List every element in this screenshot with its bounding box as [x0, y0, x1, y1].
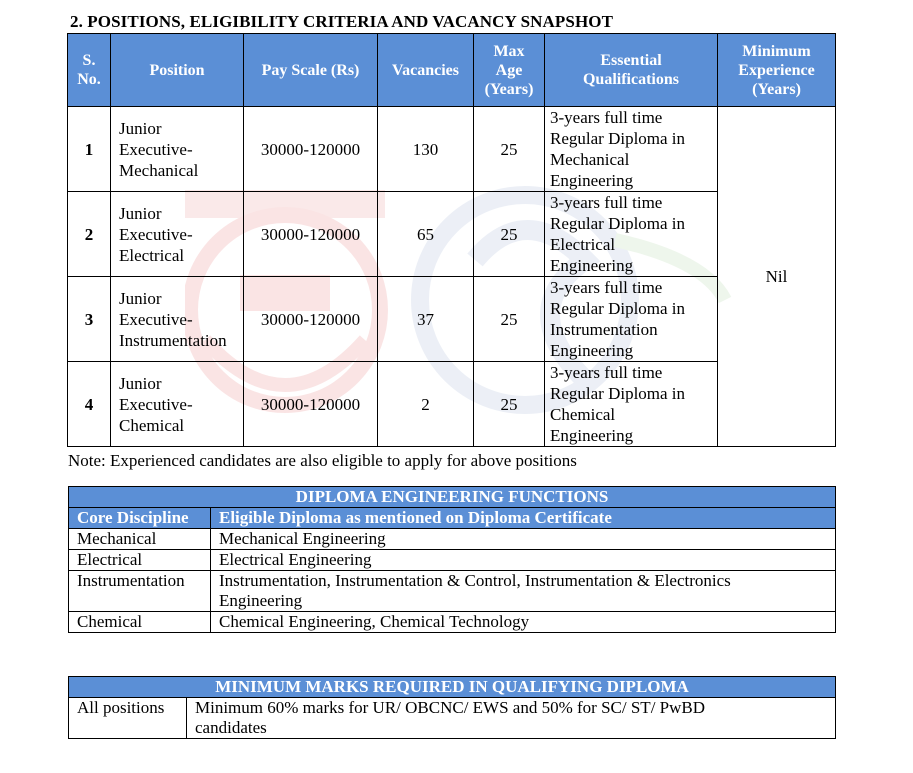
header-experience: Minimum Experience (Years)	[718, 34, 836, 107]
table-row	[69, 550, 836, 571]
row-sno: 1	[68, 107, 111, 192]
section-heading: 2. POSITIONS, ELIGIBILITY CRITERIA AND VACANCY SNAPSHOT	[70, 12, 614, 31]
row-max-age: 25	[474, 362, 545, 447]
table-row	[69, 698, 836, 739]
row-pay-scale: 30000-120000	[244, 107, 378, 192]
row-vacancies: 65	[378, 192, 474, 277]
row-pay-scale: 30000-120000	[244, 192, 378, 277]
marks-value: Minimum 60% marks for UR/ OBCNC/ EWS and 50% for SC/ ST/ PwBD candidates	[187, 698, 836, 739]
table-row	[68, 107, 836, 192]
header-qualifications: Essential Qualifications	[545, 34, 718, 107]
header-vacancies: Vacancies	[378, 34, 474, 107]
table-row	[69, 529, 836, 550]
diploma-functions-table	[68, 486, 836, 633]
diploma-cell: Electrical Engineering	[211, 550, 836, 571]
minimum-marks-table	[68, 676, 836, 739]
row-vacancies: 2	[378, 362, 474, 447]
row-max-age: 25	[474, 277, 545, 362]
experience-value: Nil	[718, 107, 836, 447]
row-max-age: 25	[474, 107, 545, 192]
row-qualification: 3-years full time Regular Diploma in Mechanical Engineering	[545, 107, 718, 192]
row-position: Junior Executive- Mechanical	[111, 107, 244, 192]
note-text: Note: Experienced candidates are also eligible to apply for above positions	[68, 451, 577, 470]
positions-table	[67, 33, 836, 447]
discipline-cell: Chemical	[69, 612, 211, 633]
row-sno: 4	[68, 362, 111, 447]
row-qualification: 3-years full time Regular Diploma in Electrical Engineering	[545, 192, 718, 277]
row-position: Junior Executive- Chemical	[111, 362, 244, 447]
marks-label: All positions	[69, 698, 187, 739]
row-pay-scale: 30000-120000	[244, 362, 378, 447]
header-sno: S. No.	[68, 34, 111, 107]
diploma-cell: Mechanical Engineering	[211, 529, 836, 550]
row-vacancies: 37	[378, 277, 474, 362]
row-position: Junior Executive- Electrical	[111, 192, 244, 277]
discipline-cell: Instrumentation	[69, 571, 211, 612]
positions-header-row	[68, 34, 836, 107]
header-pay-scale: Pay Scale (Rs)	[244, 34, 378, 107]
row-max-age: 25	[474, 192, 545, 277]
row-sno: 2	[68, 192, 111, 277]
row-qualification: 3-years full time Regular Diploma in Chemical Engineering	[545, 362, 718, 447]
header-core-discipline: Core Discipline	[69, 508, 211, 529]
row-sno: 3	[68, 277, 111, 362]
table-row	[69, 571, 836, 612]
diploma-cell: Chemical Engineering, Chemical Technology	[211, 612, 836, 633]
row-position: Junior Executive- Instrumentation	[111, 277, 244, 362]
row-qualification: 3-years full time Regular Diploma in Instrumentation Engineering	[545, 277, 718, 362]
header-eligible-diploma: Eligible Diploma as mentioned on Diploma Certificate	[211, 508, 836, 529]
header-position: Position	[111, 34, 244, 107]
table-row	[69, 612, 836, 633]
discipline-cell: Mechanical	[69, 529, 211, 550]
header-max-age: Max Age (Years)	[474, 34, 545, 107]
marks-table-title: MINIMUM MARKS REQUIRED IN QUALIFYING DIPLOMA	[69, 677, 836, 698]
row-pay-scale: 30000-120000	[244, 277, 378, 362]
discipline-cell: Electrical	[69, 550, 211, 571]
diploma-cell: Instrumentation, Instrumentation & Control, Instrumentation & Electronics Engineering	[211, 571, 836, 612]
row-vacancies: 130	[378, 107, 474, 192]
diploma-table-title: DIPLOMA ENGINEERING FUNCTIONS	[69, 487, 836, 508]
